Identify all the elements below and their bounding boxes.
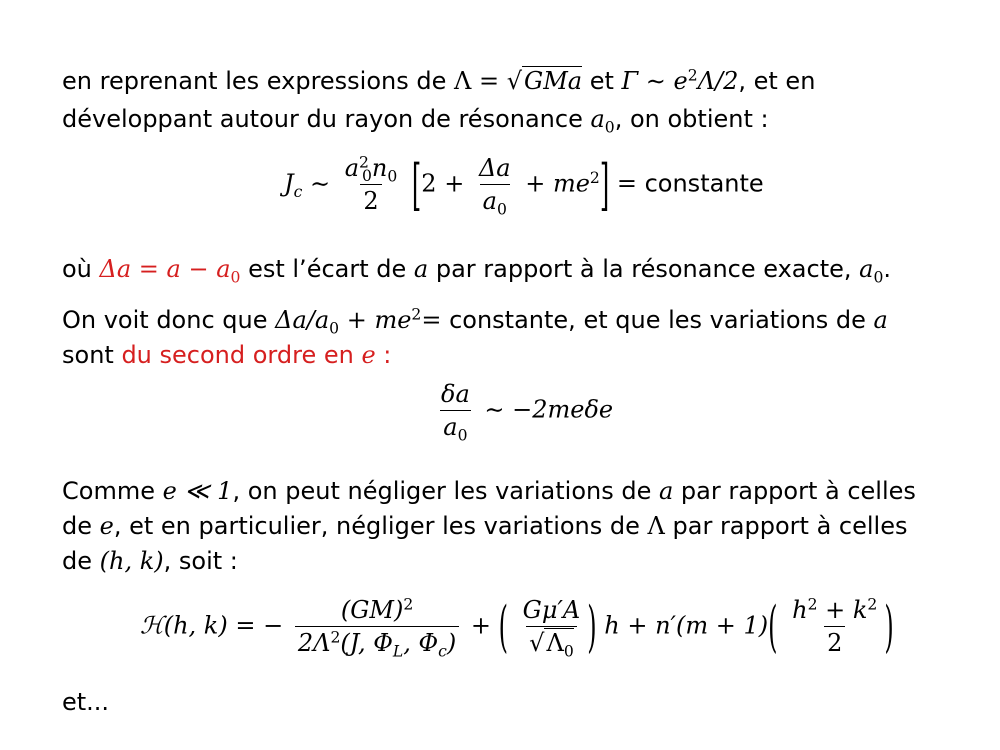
fraction-delta-a bbox=[476, 152, 514, 217]
math-sup: 2 bbox=[330, 628, 341, 647]
math-sub: 0 bbox=[496, 200, 507, 219]
math-a: a bbox=[873, 306, 888, 334]
math-sup: 2 bbox=[867, 595, 878, 614]
text: On voit donc que bbox=[62, 306, 276, 334]
text: sont bbox=[62, 341, 122, 369]
math-a0: a bbox=[859, 255, 874, 283]
text: , soit : bbox=[163, 547, 238, 575]
text-line-6 bbox=[62, 476, 916, 506]
math-jc: J bbox=[284, 169, 294, 198]
math-sub: 0 bbox=[230, 268, 241, 287]
math-sup: 2 bbox=[359, 153, 369, 172]
math-eq: = bbox=[609, 169, 645, 198]
math-a: a bbox=[413, 255, 429, 283]
math-sub: 0 bbox=[873, 268, 884, 287]
math-a: a bbox=[344, 154, 360, 182]
math-h-lhs: ℋ(h, k) = − bbox=[140, 611, 284, 640]
math-sub: c bbox=[438, 642, 447, 661]
text-line-4 bbox=[62, 305, 888, 338]
math-lambda-eq: Λ = bbox=[454, 67, 507, 95]
math-plus: + bbox=[463, 611, 499, 640]
math-sup: 2 bbox=[411, 305, 422, 324]
math-delta-a: Δa bbox=[478, 154, 511, 182]
fraction-gmu bbox=[520, 594, 584, 659]
math-lambda-half: Λ/2 bbox=[697, 67, 739, 95]
text: , on peut négliger les variations de bbox=[232, 477, 659, 505]
math-sub: 0 bbox=[361, 167, 372, 186]
math-gm: (GM) bbox=[340, 596, 404, 624]
math-h: h bbox=[792, 596, 808, 624]
text: et bbox=[582, 67, 622, 95]
bracket-open: [ bbox=[411, 152, 422, 217]
text: développant autour du rayon de résonance bbox=[62, 105, 591, 133]
paren-close: ) bbox=[587, 594, 597, 659]
bracket-close: ] bbox=[599, 152, 610, 217]
math-gamma: Γ ∼ e bbox=[621, 67, 688, 95]
math-sub: 0 bbox=[387, 167, 398, 186]
math-gma: GMa bbox=[524, 67, 583, 95]
math-lambda: Λ bbox=[546, 629, 564, 657]
text: par rapport à celles bbox=[673, 477, 916, 505]
math-gmu-a: Gμ′A bbox=[522, 596, 581, 624]
text: par rapport à la résonance exacte, bbox=[428, 255, 860, 283]
math-a: a bbox=[658, 477, 674, 505]
math-sim: ∼ bbox=[302, 169, 338, 198]
math-2: 2 bbox=[824, 626, 845, 659]
paren-close: ) bbox=[884, 594, 894, 659]
math-j-phi: (J, Φ bbox=[340, 629, 393, 657]
sqrt-symbol: √ bbox=[506, 67, 523, 95]
math-sub: c bbox=[293, 182, 303, 201]
math-sup: 2 bbox=[687, 66, 698, 85]
math-delta-a-over: Δa/a bbox=[275, 306, 330, 334]
math-a0: a bbox=[590, 105, 605, 133]
math-sup: 2 bbox=[589, 168, 600, 187]
text-line-5 bbox=[62, 340, 391, 370]
text: , et en bbox=[738, 67, 816, 95]
math-sub: 0 bbox=[457, 426, 468, 445]
math-delta-a-red: Δa = a − a bbox=[99, 255, 231, 283]
text-et: et... bbox=[62, 688, 110, 716]
text: de bbox=[62, 512, 100, 540]
text: Comme bbox=[62, 477, 163, 505]
fraction-hk bbox=[789, 594, 880, 659]
math-lambda: Λ bbox=[647, 512, 665, 540]
math-eq: = bbox=[421, 306, 442, 334]
math-two-plus: 2 + bbox=[421, 169, 472, 198]
text-red: : bbox=[375, 341, 392, 369]
math-sub: L bbox=[392, 642, 404, 661]
text: constante, et que les variations de bbox=[441, 306, 874, 334]
text-line-7 bbox=[62, 511, 907, 541]
math-h-n: h + n′(m + 1) bbox=[596, 611, 769, 640]
text: de bbox=[62, 547, 100, 575]
equation-hamiltonian bbox=[140, 594, 894, 659]
math-e: e bbox=[99, 512, 114, 540]
text-line-3 bbox=[62, 254, 892, 287]
math-a: a bbox=[443, 413, 458, 441]
text: . bbox=[883, 255, 892, 283]
fraction-delta-a-a0 bbox=[438, 378, 473, 443]
math-sup: 2 bbox=[807, 595, 818, 614]
text: , on obtient : bbox=[614, 105, 769, 133]
text: , et en particulier, négliger les variations de bbox=[113, 512, 648, 540]
text: où bbox=[62, 255, 100, 283]
math-delta-a: δa bbox=[441, 380, 470, 408]
sqrt-symbol: √ bbox=[529, 629, 545, 657]
math-sub: 0 bbox=[329, 319, 340, 338]
paren-open: ( bbox=[768, 594, 778, 659]
math-plus-k: + k bbox=[817, 596, 868, 624]
math-plus-me: + me bbox=[525, 169, 590, 198]
math-a: a bbox=[482, 187, 497, 215]
math-sub: 0 bbox=[604, 118, 615, 137]
math-plus-me: + me bbox=[339, 306, 412, 334]
equation-delta-a bbox=[434, 378, 613, 443]
text: par rapport à celles bbox=[664, 512, 908, 540]
equation-jc bbox=[284, 152, 764, 217]
math-hk: (h, k) bbox=[99, 547, 164, 575]
text-constante: constante bbox=[644, 169, 764, 198]
fraction-gm bbox=[295, 594, 459, 659]
text-line-1 bbox=[62, 66, 815, 96]
math-sup: 2 bbox=[403, 595, 414, 614]
text-line-8 bbox=[62, 546, 238, 576]
math-phi: , Φ bbox=[403, 629, 439, 657]
text: est l’écart de bbox=[240, 255, 414, 283]
math-2lambda: 2Λ bbox=[297, 629, 331, 657]
fraction-a0n0 bbox=[342, 152, 401, 217]
paren-open: ( bbox=[498, 594, 509, 659]
text-red: du second ordre en bbox=[121, 341, 362, 369]
text: en reprenant les expressions de bbox=[62, 67, 455, 95]
math-n: n bbox=[371, 154, 388, 182]
text-line-9 bbox=[62, 687, 109, 717]
math-e-ll-1: e ≪ 1 bbox=[162, 477, 233, 505]
text-line-2 bbox=[62, 104, 769, 137]
math-paren: ) bbox=[446, 629, 457, 657]
math-rhs: ∼ −2meδe bbox=[476, 395, 614, 424]
math-sub: 0 bbox=[563, 642, 574, 661]
math-2: 2 bbox=[360, 184, 381, 217]
math-e-red: e bbox=[361, 341, 376, 369]
